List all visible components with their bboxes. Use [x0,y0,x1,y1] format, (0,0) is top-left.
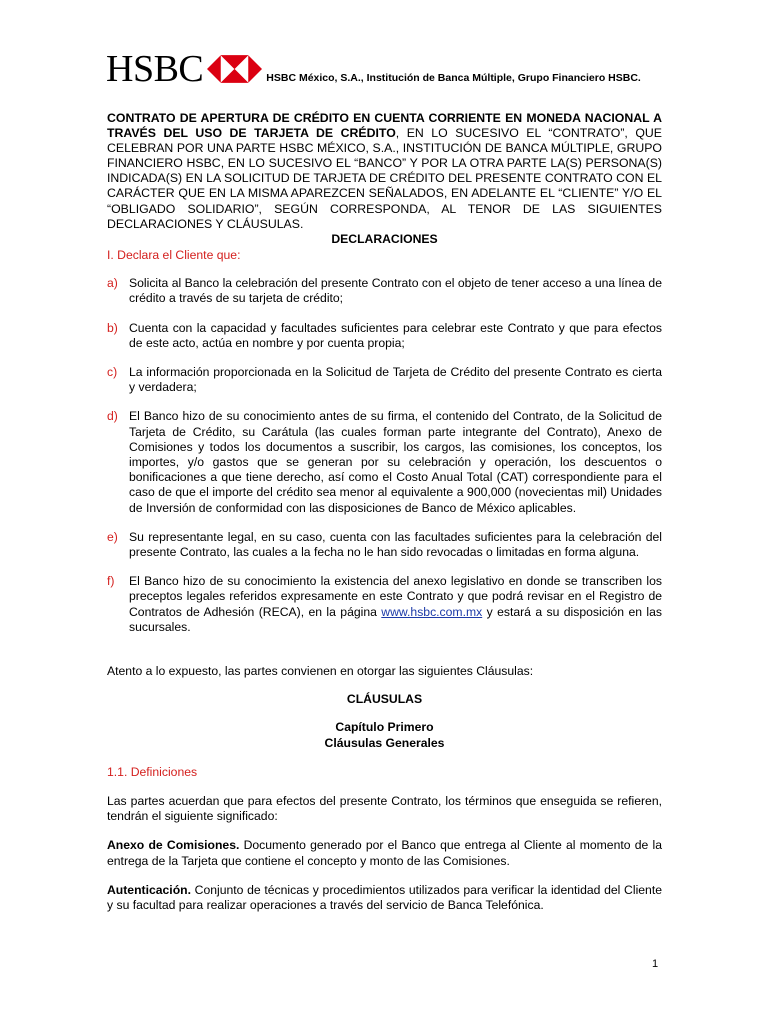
item-f-text-after: y estará a su disposición en las sucursales. [129,604,662,634]
page-header [106,48,641,90]
definition-autenticacion [107,883,662,913]
item-f-text-before: El Banco hizo de su conocimiento la existencia del anexo legislativo en donde se transcriben los preceptos legales referidos expresamente en este Contrato y que podrá revisar en el Registro de Contratos de Adhesión (RECA), en la página [129,574,662,619]
item-label: c) [107,364,118,379]
definition-anexo-comisiones [107,838,662,868]
item-label: b) [107,320,118,335]
section-i-heading: I. Declara el Cliente que: [107,247,241,262]
declaration-item-f [107,574,662,635]
definition-term: Autenticación. [107,882,191,897]
declaration-item-e [107,530,662,560]
definitions-intro: Las partes acuerdan que para efectos del presente Contrato, los términos que enseguida se refieren, tendrán el siguiente significado: [107,794,662,824]
declarations-list [107,276,662,635]
hsbc-logo-text: HSBC [106,48,204,90]
declaration-item-a [107,276,662,306]
clausulas-generales-heading: Cláusulas Generales [324,735,445,750]
atento-paragraph: Atento a lo expuesto, las partes convienen en otorgar las siguientes Cláusulas: [107,664,534,679]
item-text: Su representante legal, en su caso, cuenta con las facultades suficientes para la celebración del presente Contrato, las cuales a la fecha no le han sido revocadas o limitadas en forma alguna. [129,529,662,559]
item-text: El Banco hizo de su conocimiento antes de su firma, el contenido del Contrato, de la Solicitud de Tarjeta de Crédito, su Carátula (las cuales forman parte integrante del Contrato), Anexo de Comisiones y todos los documentos a suscribir, los cargos, las comisiones, los conceptos, los importes, y/o gastos que se generan por su celebración y operación, los descuentos o bonificaciones a que tiene derecho, así como el Costo Anual Total (CAT) correspondiente para el caso de que el importe del crédito sea menor al equivalente a 900,000 (novecientas mil) Unidades de Inversión de conformidad con las disposiciones de Banco de México aplicables. [129,409,662,515]
declaration-item-c [107,365,662,395]
contract-title-rest: , EN LO SUCESIVO EL “CONTRATO”, QUE CELEBRAN POR UNA PARTE HSBC MÉXICO, S.A., INSTITUCIÓN DE BANCA MÚLTIPLE, GRUPO FINANCIERO HSBC, EN LO SUCESIVO EL “BANCO” Y POR LA OTRA PARTE LA(S) PERSONA(S) INDICADA(S) EN LA SOLICITUD DE TARJETA DE CRÉDITO DEL PRESENTE CONTRATO CON EL CARÁCTER QUE EN LA MISMA APAREZCEN SEÑALADOS, EN ADELANTE EL “CLIENTE” Y/O EL “OBLIGADO SOLIDARIO”, SEGÚN CORRESPONDA, AL TENOR DE LAS SIGUIENTES DECLARACIONES Y CLÁUSULAS. [107,126,662,231]
hsbc-hexagon-logo-icon [207,54,262,84]
declaration-item-b [107,321,662,351]
item-label: e) [107,529,118,544]
institution-name: HSBC México, S.A., Institución de Banca Múltiple, Grupo Financiero HSBC. [266,72,641,84]
clausulas-heading: CLÁUSULAS [346,692,423,707]
definition-text: Documento generado por el Banco que entrega al Cliente al momento de la entrega de la Tarjeta que contiene el concepto y monto de las Comisiones. [107,838,662,868]
page-number: 1 [652,958,659,970]
capitulo-heading: Capítulo Primero [335,720,434,735]
item-label: a) [107,276,118,291]
definition-text: Conjunto de técnicas y procedimientos utilizados para verificar la identidad del Cliente y su facultad para realizar operaciones a través del servicio de Banca Telefónica. [107,882,662,913]
definition-term: Anexo de Comisiones. [107,838,240,853]
contract-title-bold: CONTRATO DE APERTURA DE CRÉDITO EN CUENTA CORRIENTE EN MONEDA NACIONAL A TRAVÉS DEL USO DE TARJETA DE CRÉDITO [107,111,662,141]
item-label: f) [107,574,115,589]
contract-title [107,111,662,232]
item-text: Cuenta con la capacidad y facultades suficientes para celebrar este Contrato y que para efectos de este acto, actúa en nombre y por cuenta propia; [129,320,662,350]
item-text: Solicita al Banco la celebración del presente Contrato con el objeto de tener acceso a una línea de crédito a través de su tarjeta de crédito; [129,276,662,306]
section-1-1-heading: 1.1. Definiciones [107,764,198,779]
item-text: La información proporcionada en la Solicitud de Tarjeta de Crédito del presente Contrato es cierta y verdadera; [129,364,662,395]
item-label: d) [107,409,118,424]
document-body [107,111,662,913]
declaration-item-d [107,409,662,515]
declaraciones-heading: DECLARACIONES [331,231,438,246]
hsbc-website-link[interactable]: www.hsbc.com.mx [381,604,483,619]
item-text [129,574,662,635]
